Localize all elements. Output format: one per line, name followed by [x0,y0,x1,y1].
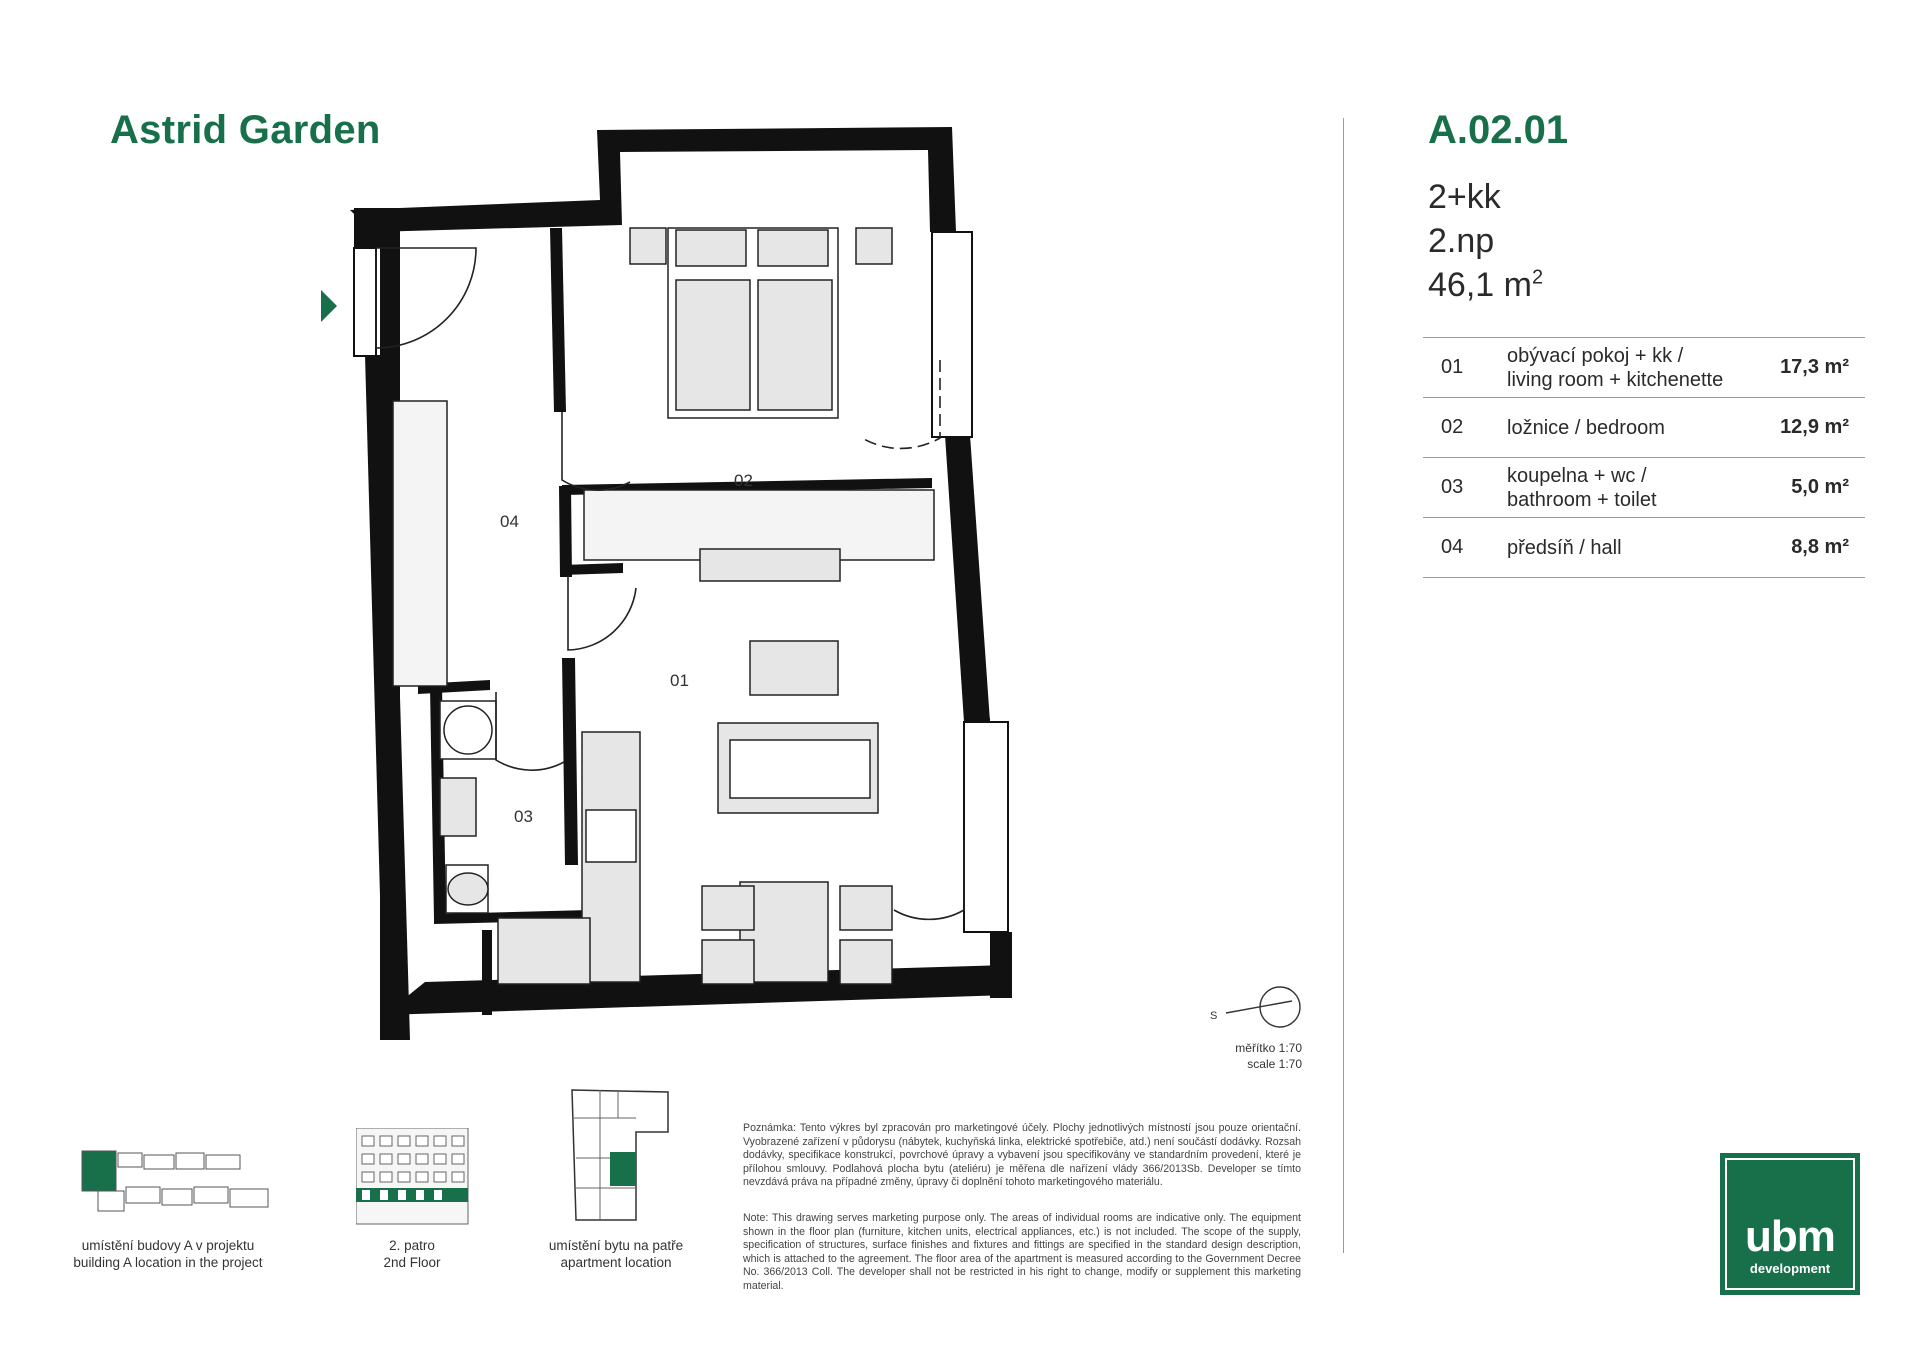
site-thumbnail-caption [52,1237,284,1271]
room-area: 8,8 m² [1764,518,1865,578]
note-en: Note: This drawing serves marketing purpose only. The areas of individual rooms are indicative only. The equipment shown in the floor plan (furniture, kitchen units, electrical appliances, etc.) is not included. The scope of the supply, specification of structures, surface finishes and fixtures and fittings are specified in the standard design description, which is attached to the agreement. The floor area of the apartment is measured according to the Government Decree No. 366/2013 Coll. The developer shall not be restricted in his right to change, modify or supplement this marketing material. [743,1212,1301,1292]
ubm-logo [1720,1153,1860,1295]
unit-layout: 2+kk [1428,178,1501,216]
table-row [1423,458,1865,518]
logo-subtitle: development [1749,1261,1831,1276]
caption-cz: 2. patro [389,1238,435,1253]
room-label-01: 01 [670,671,689,690]
site-thumbnail [78,1143,278,1213]
scale-cz: měřítko 1:70 [1235,1041,1302,1055]
room-name [1507,518,1764,578]
elevation-thumbnail [356,1128,470,1226]
room-name-en: bathroom + toilet [1507,488,1657,511]
unit-area [1428,266,1543,305]
room-name [1507,458,1764,518]
project-title: Astrid Garden [110,108,381,152]
compass-letter: S [1210,1010,1218,1022]
room-area: 17,3 m² [1764,338,1865,398]
entrance-arrow-icon [319,288,339,324]
table-row [1423,518,1865,578]
unit-code: A.02.01 [1428,108,1569,152]
note-cz: Poznámka: Tento výkres byl zpracován pro marketingové účely. Plochy jednotlivých místností jsou pouze orientační. Vyobrazené zařízení v půdorysu (nábytek, kuchyňská linka, elektrické spotřebiče, atd.) není součástí dodávky. Rozsah dodávky, specifikace konstrukcí, povrchové úpravy a vybavení jsou specifikovány ve standardním provedení, které je přílohou smlouvy. Podlahová plocha bytu (ateliéru) je měřena dle nařízení vlády 366/2013Sb. Developer se tímto nevzdává práva na případné změny, úpravy či doplnění tohoto marketingového materiálu. [743,1122,1301,1189]
room-name-cz: ložnice / bedroom [1507,416,1665,439]
caption-cz: umístění bytu na patře [548,1238,684,1253]
room-label-04: 04 [500,512,519,531]
scale-en: scale 1:70 [1247,1057,1302,1071]
room-number: 01 [1423,338,1507,398]
room-name [1507,398,1764,458]
room-name-cz: obývací pokoj + kk / [1507,344,1684,367]
unit-area-value: 46,1 m [1428,266,1532,304]
room-area: 12,9 m² [1764,398,1865,458]
caption-en: building A location in the project [73,1255,263,1270]
elevation-thumbnail-caption [330,1237,494,1271]
room-name-cz: předsíň / hall [1507,536,1622,559]
table-row [1423,338,1865,398]
room-name [1507,338,1764,398]
scale-label [1235,1040,1302,1072]
table-row [1423,398,1865,458]
vertical-divider [1343,118,1344,1253]
furniture [393,228,934,984]
caption-en: 2nd Floor [383,1255,441,1270]
room-label-03: 03 [514,807,533,826]
room-number: 03 [1423,458,1507,518]
floor-plan [300,120,1020,1050]
room-name-en: living room + kitchenette [1507,368,1724,391]
floor-location-thumbnail [570,1088,672,1223]
room-label-02: 02 [734,471,753,490]
caption-cz: umístění budovy A v projektu [81,1238,255,1253]
caption-en: apartment location [560,1255,672,1270]
room-schedule-table [1423,337,1865,578]
floor-location-thumbnail-caption [530,1237,702,1271]
room-number: 04 [1423,518,1507,578]
logo-wordmark: ubm [1745,1212,1835,1261]
compass-icon [1208,983,1304,1033]
room-number: 02 [1423,398,1507,458]
unit-floor: 2.np [1428,222,1495,260]
unit-area-sup: 2 [1531,266,1544,289]
room-name-cz: koupelna + wc / [1507,464,1647,487]
room-area: 5,0 m² [1764,458,1865,518]
